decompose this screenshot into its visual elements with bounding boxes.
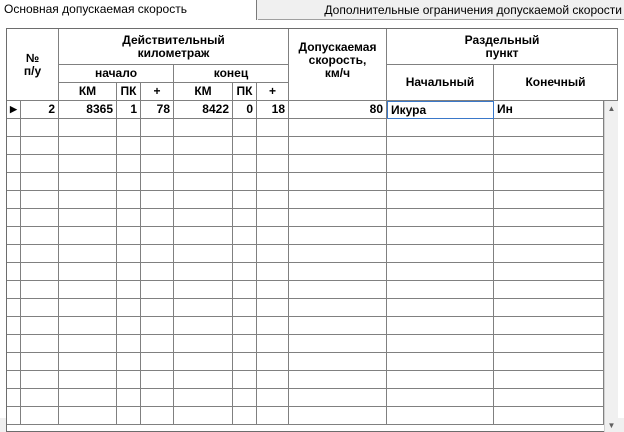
row-indicator — [7, 119, 21, 137]
cell-start-pk[interactable] — [117, 227, 141, 245]
row-indicator — [7, 281, 21, 299]
cell-speed[interactable] — [289, 281, 387, 299]
cell-start-pk[interactable] — [117, 353, 141, 371]
table-row[interactable] — [7, 227, 604, 245]
tab-additional-restrictions[interactable]: Дополнительные ограничения допускаемой скорости — [258, 1, 624, 20]
cell-end-plus[interactable] — [257, 209, 289, 227]
cell-end-km[interactable]: 8422 — [174, 101, 233, 119]
cell-start-plus[interactable] — [141, 173, 174, 191]
cell-start-plus[interactable] — [141, 299, 174, 317]
cell-station-start[interactable] — [387, 335, 494, 353]
cell-start-km[interactable] — [59, 371, 117, 389]
table-row[interactable] — [7, 119, 604, 137]
cell-end-km[interactable] — [174, 191, 233, 209]
table-row[interactable] — [7, 209, 604, 227]
cell-station-end[interactable] — [494, 317, 604, 335]
scroll-down-arrow-icon[interactable]: ▼ — [605, 418, 618, 432]
header-end-km: КМ — [174, 83, 233, 101]
cell-end-pk[interactable] — [233, 173, 257, 191]
vertical-scrollbar[interactable] — [604, 101, 618, 432]
row-indicator — [7, 371, 21, 389]
cell-start-km[interactable] — [59, 263, 117, 281]
cell-start-pk[interactable] — [117, 137, 141, 155]
cell-end-km[interactable] — [174, 173, 233, 191]
cell-end-pk[interactable] — [233, 281, 257, 299]
cell-start-plus[interactable] — [141, 119, 174, 137]
cell-start-pk[interactable] — [117, 299, 141, 317]
cell-end-pk[interactable] — [233, 245, 257, 263]
header-station-end: Конечный — [494, 65, 618, 101]
speed-table — [6, 28, 618, 432]
cell-end-km[interactable] — [174, 119, 233, 137]
cell-num[interactable] — [21, 407, 59, 425]
cell-end-pk[interactable] — [233, 155, 257, 173]
table-row[interactable] — [7, 317, 604, 335]
cell-num[interactable] — [21, 299, 59, 317]
cell-start-pk[interactable] — [117, 245, 141, 263]
cell-start-pk[interactable] — [117, 173, 141, 191]
header-start-pk: ПК — [117, 83, 141, 101]
cell-station-end[interactable] — [494, 299, 604, 317]
table-row[interactable] — [7, 245, 604, 263]
cell-start-pk[interactable] — [117, 155, 141, 173]
table-row[interactable] — [7, 137, 604, 155]
cell-start-pk[interactable] — [117, 191, 141, 209]
cell-end-plus[interactable] — [257, 245, 289, 263]
cell-end-pk[interactable] — [233, 407, 257, 425]
cell-speed[interactable] — [289, 119, 387, 137]
cell-end-plus[interactable] — [257, 263, 289, 281]
cell-num[interactable] — [21, 119, 59, 137]
table-row[interactable] — [7, 335, 604, 353]
header-station-start: Начальный — [387, 65, 494, 101]
cell-station-end[interactable] — [494, 191, 604, 209]
cell-start-km[interactable] — [59, 209, 117, 227]
cell-start-pk[interactable] — [117, 389, 141, 407]
cell-speed[interactable] — [289, 299, 387, 317]
header-km-group: Действительный километраж — [59, 29, 289, 65]
cell-start-plus[interactable] — [141, 371, 174, 389]
cell-end-pk[interactable] — [233, 335, 257, 353]
cell-start-plus[interactable] — [141, 281, 174, 299]
cell-num[interactable] — [21, 263, 59, 281]
row-indicator — [7, 209, 21, 227]
cell-start-km[interactable] — [59, 173, 117, 191]
cell-station-start[interactable] — [387, 245, 494, 263]
cell-end-plus[interactable] — [257, 299, 289, 317]
cell-start-km[interactable] — [59, 119, 117, 137]
cell-station-start[interactable] — [387, 389, 494, 407]
cell-start-km[interactable] — [59, 281, 117, 299]
row-indicator — [7, 137, 21, 155]
cell-end-km[interactable] — [174, 155, 233, 173]
cell-station-end[interactable] — [494, 209, 604, 227]
cell-num[interactable] — [21, 317, 59, 335]
row-indicator — [7, 173, 21, 191]
cell-speed[interactable] — [289, 407, 387, 425]
cell-speed[interactable] — [289, 245, 387, 263]
cell-num[interactable] — [21, 173, 59, 191]
row-indicator — [7, 245, 21, 263]
header-start-plus: + — [141, 83, 174, 101]
cell-station-start[interactable] — [387, 299, 494, 317]
row-indicator — [7, 191, 21, 209]
header-speed: Допускаемая скорость, км/ч — [289, 29, 387, 101]
cell-end-plus[interactable] — [257, 353, 289, 371]
cell-end-plus[interactable] — [257, 191, 289, 209]
cell-num[interactable] — [21, 245, 59, 263]
cell-end-km[interactable] — [174, 245, 233, 263]
cell-end-plus[interactable] — [257, 389, 289, 407]
row-indicator — [7, 353, 21, 371]
cell-end-km[interactable] — [174, 227, 233, 245]
header-end-pk: ПК — [233, 83, 257, 101]
cell-start-pk[interactable] — [117, 119, 141, 137]
cell-end-plus[interactable] — [257, 281, 289, 299]
row-indicator — [7, 407, 21, 425]
cell-station-start[interactable] — [387, 155, 494, 173]
cell-end-pk[interactable] — [233, 317, 257, 335]
cell-speed[interactable] — [289, 191, 387, 209]
cell-end-pk[interactable] — [233, 119, 257, 137]
cell-station-end[interactable] — [494, 227, 604, 245]
cell-station-start[interactable] — [387, 227, 494, 245]
cell-station-end[interactable] — [494, 173, 604, 191]
cell-end-pk[interactable] — [233, 137, 257, 155]
cell-start-pk[interactable] — [117, 317, 141, 335]
cell-end-plus[interactable] — [257, 371, 289, 389]
cell-start-pk[interactable] — [117, 371, 141, 389]
cell-end-pk[interactable] — [233, 353, 257, 371]
cell-end-plus[interactable] — [257, 227, 289, 245]
table-row[interactable] — [7, 299, 604, 317]
tab-panel — [0, 20, 624, 430]
cell-station-start[interactable] — [387, 119, 494, 137]
cell-num[interactable] — [21, 209, 59, 227]
cell-station-start[interactable] — [387, 191, 494, 209]
cell-end-plus[interactable] — [257, 119, 289, 137]
cell-station-start[interactable] — [387, 137, 494, 155]
cell-start-plus[interactable] — [141, 191, 174, 209]
cell-speed[interactable] — [289, 335, 387, 353]
cell-station-start[interactable] — [387, 281, 494, 299]
cell-speed[interactable] — [289, 227, 387, 245]
cell-speed[interactable] — [289, 389, 387, 407]
tab-main-speed[interactable]: Основная допускаемая скорость — [0, 0, 257, 20]
cell-station-start[interactable]: Икура — [387, 101, 494, 119]
header-end-plus: + — [257, 83, 289, 101]
cell-end-plus[interactable] — [257, 173, 289, 191]
cell-station-start[interactable] — [387, 209, 494, 227]
cell-station-end[interactable] — [494, 407, 604, 425]
cell-end-pk[interactable] — [233, 263, 257, 281]
cell-start-pk[interactable] — [117, 209, 141, 227]
cell-station-end[interactable] — [494, 353, 604, 371]
cell-start-plus[interactable] — [141, 263, 174, 281]
cell-start-pk[interactable] — [117, 335, 141, 353]
cell-start-plus[interactable] — [141, 389, 174, 407]
cell-start-plus[interactable] — [141, 353, 174, 371]
cell-station-start[interactable] — [387, 263, 494, 281]
current-row-arrow-icon: ▶ — [7, 101, 21, 119]
cell-start-pk[interactable] — [117, 263, 141, 281]
cell-end-km[interactable] — [174, 263, 233, 281]
header-start: начало — [59, 65, 174, 83]
header-station-group: Раздельный пункт — [387, 29, 618, 65]
cell-speed[interactable] — [289, 173, 387, 191]
cell-num[interactable] — [21, 155, 59, 173]
cell-start-km[interactable] — [59, 407, 117, 425]
cell-start-km[interactable] — [59, 299, 117, 317]
cell-start-plus[interactable] — [141, 407, 174, 425]
cell-start-pk[interactable] — [117, 281, 141, 299]
cell-end-km[interactable] — [174, 335, 233, 353]
cell-num[interactable] — [21, 227, 59, 245]
table-row[interactable] — [7, 371, 604, 389]
row-indicator — [7, 317, 21, 335]
table-row[interactable] — [7, 353, 604, 371]
cell-end-km[interactable] — [174, 137, 233, 155]
cell-start-plus[interactable] — [141, 155, 174, 173]
table-row[interactable] — [7, 155, 604, 173]
row-indicator — [7, 299, 21, 317]
cell-end-pk[interactable]: 0 — [233, 101, 257, 119]
table-row[interactable] — [7, 389, 604, 407]
cell-speed[interactable]: 80 — [289, 101, 387, 119]
cell-num[interactable] — [21, 137, 59, 155]
cell-num[interactable] — [21, 353, 59, 371]
cell-end-km[interactable] — [174, 317, 233, 335]
cell-end-km[interactable] — [174, 389, 233, 407]
row-indicator — [7, 227, 21, 245]
cell-start-plus[interactable]: 78 — [141, 101, 174, 119]
cell-station-end[interactable] — [494, 245, 604, 263]
tab-bar — [0, 0, 624, 20]
cell-end-plus[interactable] — [257, 317, 289, 335]
cell-station-end[interactable] — [494, 137, 604, 155]
cell-start-km[interactable] — [59, 227, 117, 245]
cell-end-pk[interactable] — [233, 371, 257, 389]
cell-num[interactable] — [21, 281, 59, 299]
cell-end-plus[interactable]: 18 — [257, 101, 289, 119]
cell-station-end[interactable] — [494, 119, 604, 137]
cell-num[interactable] — [21, 191, 59, 209]
cell-end-km[interactable] — [174, 209, 233, 227]
cell-num[interactable] — [21, 389, 59, 407]
cell-end-plus[interactable] — [257, 155, 289, 173]
table-row[interactable] — [7, 191, 604, 209]
table-row[interactable] — [7, 263, 604, 281]
cell-start-km[interactable] — [59, 155, 117, 173]
cell-start-km[interactable] — [59, 191, 117, 209]
cell-station-start[interactable] — [387, 371, 494, 389]
cell-num[interactable] — [21, 335, 59, 353]
cell-station-end[interactable] — [494, 389, 604, 407]
cell-station-start[interactable] — [387, 173, 494, 191]
row-indicator — [7, 389, 21, 407]
cell-speed[interactable] — [289, 209, 387, 227]
cell-start-km[interactable] — [59, 335, 117, 353]
cell-end-plus[interactable] — [257, 407, 289, 425]
row-indicator — [7, 335, 21, 353]
cell-end-km[interactable] — [174, 353, 233, 371]
cell-start-plus[interactable] — [141, 335, 174, 353]
cell-station-end[interactable] — [494, 281, 604, 299]
cell-end-pk[interactable] — [233, 191, 257, 209]
row-indicator — [7, 155, 21, 173]
cell-speed[interactable] — [289, 137, 387, 155]
cell-station-end[interactable] — [494, 371, 604, 389]
cell-end-pk[interactable] — [233, 389, 257, 407]
cell-station-end[interactable]: Ин — [494, 101, 604, 119]
table-row[interactable] — [7, 281, 604, 299]
cell-start-plus[interactable] — [141, 245, 174, 263]
cell-start-km[interactable] — [59, 317, 117, 335]
cell-end-km[interactable] — [174, 371, 233, 389]
cell-start-km[interactable] — [59, 137, 117, 155]
cell-speed[interactable] — [289, 155, 387, 173]
cell-start-km[interactable] — [59, 389, 117, 407]
cell-speed[interactable] — [289, 263, 387, 281]
table-row[interactable] — [7, 101, 604, 119]
cell-start-plus[interactable] — [141, 137, 174, 155]
cell-station-end[interactable] — [494, 335, 604, 353]
header-end: конец — [174, 65, 289, 83]
row-indicator — [7, 263, 21, 281]
cell-speed[interactable] — [289, 371, 387, 389]
cell-start-pk[interactable] — [117, 407, 141, 425]
cell-speed[interactable] — [289, 353, 387, 371]
cell-start-km[interactable] — [59, 353, 117, 371]
cell-end-km[interactable] — [174, 281, 233, 299]
cell-end-pk[interactable] — [233, 209, 257, 227]
cell-start-km[interactable] — [59, 245, 117, 263]
cell-start-pk[interactable]: 1 — [117, 101, 141, 119]
cell-num[interactable]: 2 — [21, 101, 59, 119]
table-row[interactable] — [7, 407, 604, 425]
cell-station-start[interactable] — [387, 353, 494, 371]
cell-start-plus[interactable] — [141, 209, 174, 227]
cell-station-start[interactable] — [387, 317, 494, 335]
table-row[interactable] — [7, 173, 604, 191]
cell-station-start[interactable] — [387, 407, 494, 425]
cell-speed[interactable] — [289, 317, 387, 335]
cell-end-km[interactable] — [174, 407, 233, 425]
cell-start-km[interactable]: 8365 — [59, 101, 117, 119]
cell-end-plus[interactable] — [257, 137, 289, 155]
cell-end-km[interactable] — [174, 299, 233, 317]
cell-start-plus[interactable] — [141, 227, 174, 245]
cell-end-pk[interactable] — [233, 227, 257, 245]
cell-start-plus[interactable] — [141, 317, 174, 335]
header-num: № п/у — [7, 29, 59, 101]
cell-station-end[interactable] — [494, 263, 604, 281]
cell-end-pk[interactable] — [233, 299, 257, 317]
header-start-km: КМ — [59, 83, 117, 101]
cell-num[interactable] — [21, 371, 59, 389]
cell-station-end[interactable] — [494, 155, 604, 173]
cell-end-plus[interactable] — [257, 335, 289, 353]
scroll-up-arrow-icon[interactable]: ▲ — [605, 101, 618, 115]
